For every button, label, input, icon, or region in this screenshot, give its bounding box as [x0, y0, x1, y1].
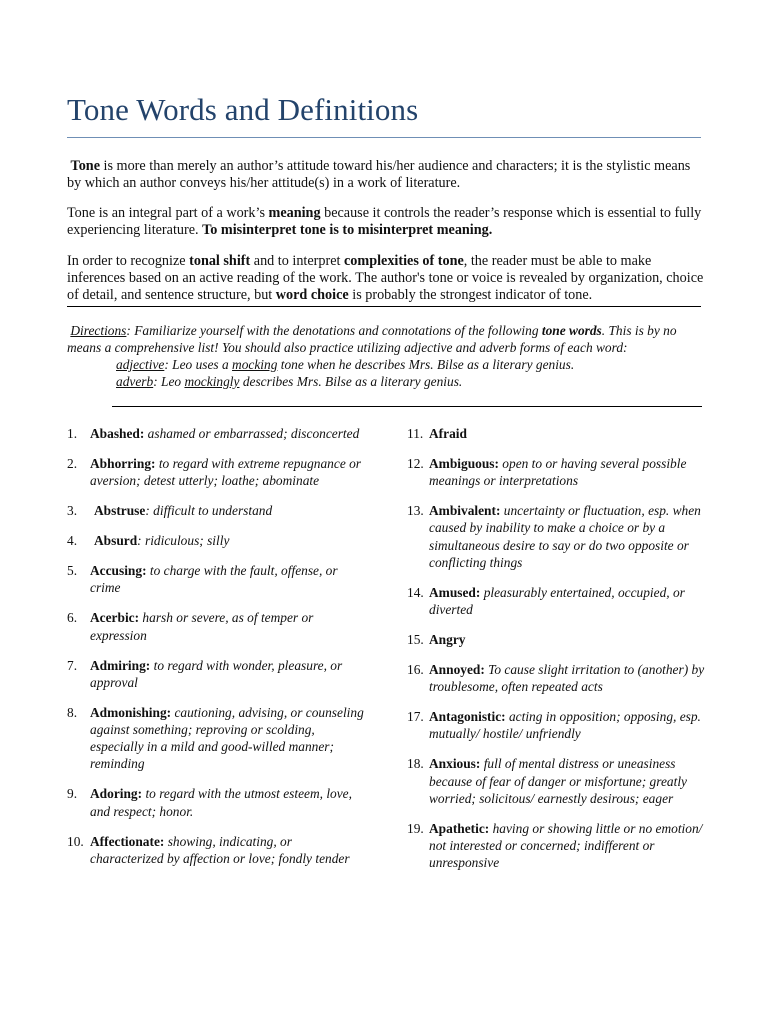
intro-paragraph-3	[67, 253, 707, 304]
tone-definition: acting in opposition; opposing, esp. mutually/ hostile/ unfriendly	[429, 709, 701, 742]
item-number: 16.	[407, 662, 424, 678]
intro-p2-c: because it controls the reader’s response which is essential to fully experiencing literature.	[67, 205, 702, 238]
tone-definition: to regard with extreme repugnance or aversion; detest utterly; loathe; abominate	[90, 456, 362, 489]
intro-paragraph-2	[67, 205, 707, 239]
item-number: 17.	[407, 709, 424, 725]
adverb-text-b: describes Mrs. Bilse as a literary genius.	[239, 374, 463, 389]
item-body	[90, 425, 367, 442]
item-body	[429, 455, 707, 489]
item-number: 3.	[67, 503, 78, 519]
section-divider	[67, 306, 701, 307]
tone-word: Acerbic:	[90, 610, 140, 626]
tone-definition: To cause slight irritation to (another) by troublesome, often repeated acts	[429, 662, 705, 695]
tone-word: Absurd	[94, 533, 138, 549]
list-item	[407, 425, 707, 442]
terms-list-right	[407, 425, 707, 884]
item-body	[429, 631, 707, 648]
tone-definition: to charge with the fault, offense, or crime	[90, 563, 338, 596]
adjective-text-a: : Leo uses a	[164, 357, 233, 372]
tone-definition: full of mental distress or uneasiness because of fear of danger or misfortune; greatly worried; solicitous/ earnestly desirous; eager	[429, 756, 687, 806]
list-item	[407, 584, 707, 618]
tone-word: Anxious:	[429, 756, 481, 772]
adjective-example	[67, 356, 707, 373]
item-number: 19.	[407, 820, 424, 836]
tone-word: Ambivalent:	[429, 503, 501, 519]
tone-definition: : difficult to understand	[145, 503, 273, 519]
adverb-text-a: : Leo	[153, 374, 185, 389]
item-body	[90, 657, 367, 691]
item-number: 10.	[67, 833, 84, 849]
directions-text-a: : Familiarize yourself with the denotations and connotations of the following	[126, 323, 542, 338]
tone-definition: pleasurably entertained, occupied, or diverted	[429, 584, 685, 618]
item-number: 4.	[67, 533, 78, 549]
item-number: 7.	[67, 657, 78, 673]
tone-word: Apathetic:	[429, 820, 490, 836]
intro-p3-a: In order to recognize	[67, 253, 190, 269]
tone-definition: cautioning, advising, or counseling against something; reproving or scolding, especially in a mild and good-willed manner; reminding	[90, 704, 364, 772]
item-body	[90, 833, 367, 867]
list-item	[67, 785, 367, 819]
directions-tone-words: tone words	[541, 323, 602, 338]
tone-word: Antagonistic:	[429, 709, 506, 725]
list-item	[67, 562, 367, 596]
directions-label: Directions	[70, 323, 127, 338]
intro-p3-f: word choice	[275, 287, 349, 303]
intro-p1-text: is more than merely an author’s attitude toward his/her audience and characters; it is the stylistic means by which an author conveys his/her attitude(s) in a work of literature.	[67, 158, 691, 191]
item-number: 2.	[67, 456, 78, 471]
item-body	[429, 425, 707, 442]
list-item	[407, 502, 707, 571]
directions-block	[67, 322, 707, 390]
tone-definition: harsh or severe, as of temper or expression	[90, 610, 314, 643]
tone-lead: Tone	[70, 158, 100, 174]
tone-word: Ambiguous:	[429, 456, 499, 471]
tone-definition: open to or having several possible meanings or interpretations	[429, 456, 687, 489]
tone-definition: having or showing little or no emotion/ not interested or concerned; indifferent or unresponsive	[429, 820, 703, 871]
tone-word: Admonishing:	[90, 704, 172, 720]
intro-p3-c: and to interpret	[250, 253, 344, 269]
adjective-label: adjective	[116, 357, 165, 372]
list-item	[67, 833, 367, 867]
tone-word: Angry	[429, 632, 466, 648]
tone-word: Adoring:	[90, 786, 143, 802]
item-number: 8.	[67, 704, 78, 720]
item-number: 13.	[407, 503, 424, 519]
item-body	[429, 584, 707, 618]
item-body	[90, 609, 367, 643]
list-item	[67, 425, 367, 442]
title-underline	[67, 137, 701, 138]
item-body	[429, 708, 707, 742]
list-item	[67, 657, 367, 691]
list-item	[407, 455, 707, 489]
adverb-example	[67, 373, 707, 390]
tone-definition: showing, indicating, or characterized by affection or love; fondly tender	[90, 833, 350, 866]
list-item	[407, 820, 707, 872]
item-number: 9.	[67, 786, 78, 802]
item-body	[90, 455, 367, 489]
tone-definition: : ridiculous; silly	[137, 533, 230, 549]
list-item	[67, 532, 367, 549]
list-item	[67, 704, 367, 773]
tone-word: Affectionate:	[90, 833, 165, 849]
adverb-word: mockingly	[184, 374, 240, 389]
tone-definition: to regard with wonder, pleasure, or approval	[90, 657, 343, 690]
tone-word: Abashed:	[90, 426, 145, 441]
directions-text-c: . This is by no means a comprehensive list! You should also practice utilizing adjective and adverb forms of each word:	[67, 323, 677, 355]
tone-definition: ashamed or embarrassed; disconcerted	[144, 426, 360, 441]
list-item	[67, 455, 367, 489]
tone-word: Abstruse	[94, 503, 146, 519]
intro-paragraph-1	[67, 158, 707, 192]
adjective-text-b: tone when he describes Mrs. Bilse as a literary genius.	[277, 357, 575, 372]
tone-definition: uncertainty or fluctuation, esp. when caused by inability to make a choice or by a simultaneous desire to say or do two opposite or conflicting things	[429, 503, 701, 570]
item-number: 18.	[407, 756, 424, 772]
tone-word: Admiring:	[90, 657, 151, 673]
adjective-word: mocking	[232, 357, 278, 372]
item-body	[90, 502, 367, 519]
intro-p2-d: To misinterpret tone is to misinterpret meaning.	[202, 222, 493, 238]
intro-p2-a: Tone is an integral part of a work’s	[67, 205, 269, 221]
intro-p3-e: , the reader must be able to make inferences based on an active reading of the work. The author's tone or voice is revealed by organization, choice of detail, and sentence structure, but	[67, 253, 704, 303]
item-body	[90, 785, 367, 819]
item-number: 12.	[407, 456, 424, 471]
item-body	[429, 661, 707, 695]
tone-word: Afraid	[429, 426, 467, 441]
item-body	[429, 820, 707, 872]
item-body	[90, 704, 367, 773]
item-number: 6.	[67, 610, 78, 626]
intro-p3-b: tonal shift	[189, 253, 251, 269]
intro-p3-g: is probably the strongest indicator of tone.	[348, 287, 593, 303]
item-number: 11.	[407, 426, 424, 441]
list-item	[407, 661, 707, 695]
intro-p2-b: meaning	[268, 205, 321, 221]
tone-word: Amused:	[429, 584, 481, 600]
list-item	[67, 502, 367, 519]
adverb-label: adverb	[116, 374, 154, 389]
tone-definition: to regard with the utmost esteem, love, and respect; honor.	[90, 786, 352, 819]
list-item	[67, 609, 367, 643]
item-number: 5.	[67, 563, 78, 579]
item-body	[429, 502, 707, 571]
item-body	[90, 532, 367, 549]
item-body	[429, 755, 707, 807]
item-number: 1.	[67, 426, 78, 441]
tone-word: Annoyed:	[429, 662, 485, 678]
item-number: 14.	[407, 584, 424, 600]
item-body	[90, 562, 367, 596]
intro-p3-d: complexities of tone	[343, 253, 464, 269]
tone-word: Accusing:	[90, 563, 147, 579]
list-item	[407, 755, 707, 807]
list-item	[407, 631, 707, 648]
terms-list-left	[67, 425, 367, 880]
page-title: Tone Words and Definitions	[67, 92, 419, 127]
directions-divider	[112, 406, 702, 407]
tone-word: Abhorring:	[90, 456, 156, 471]
list-item	[407, 708, 707, 742]
item-number: 15.	[407, 632, 424, 648]
